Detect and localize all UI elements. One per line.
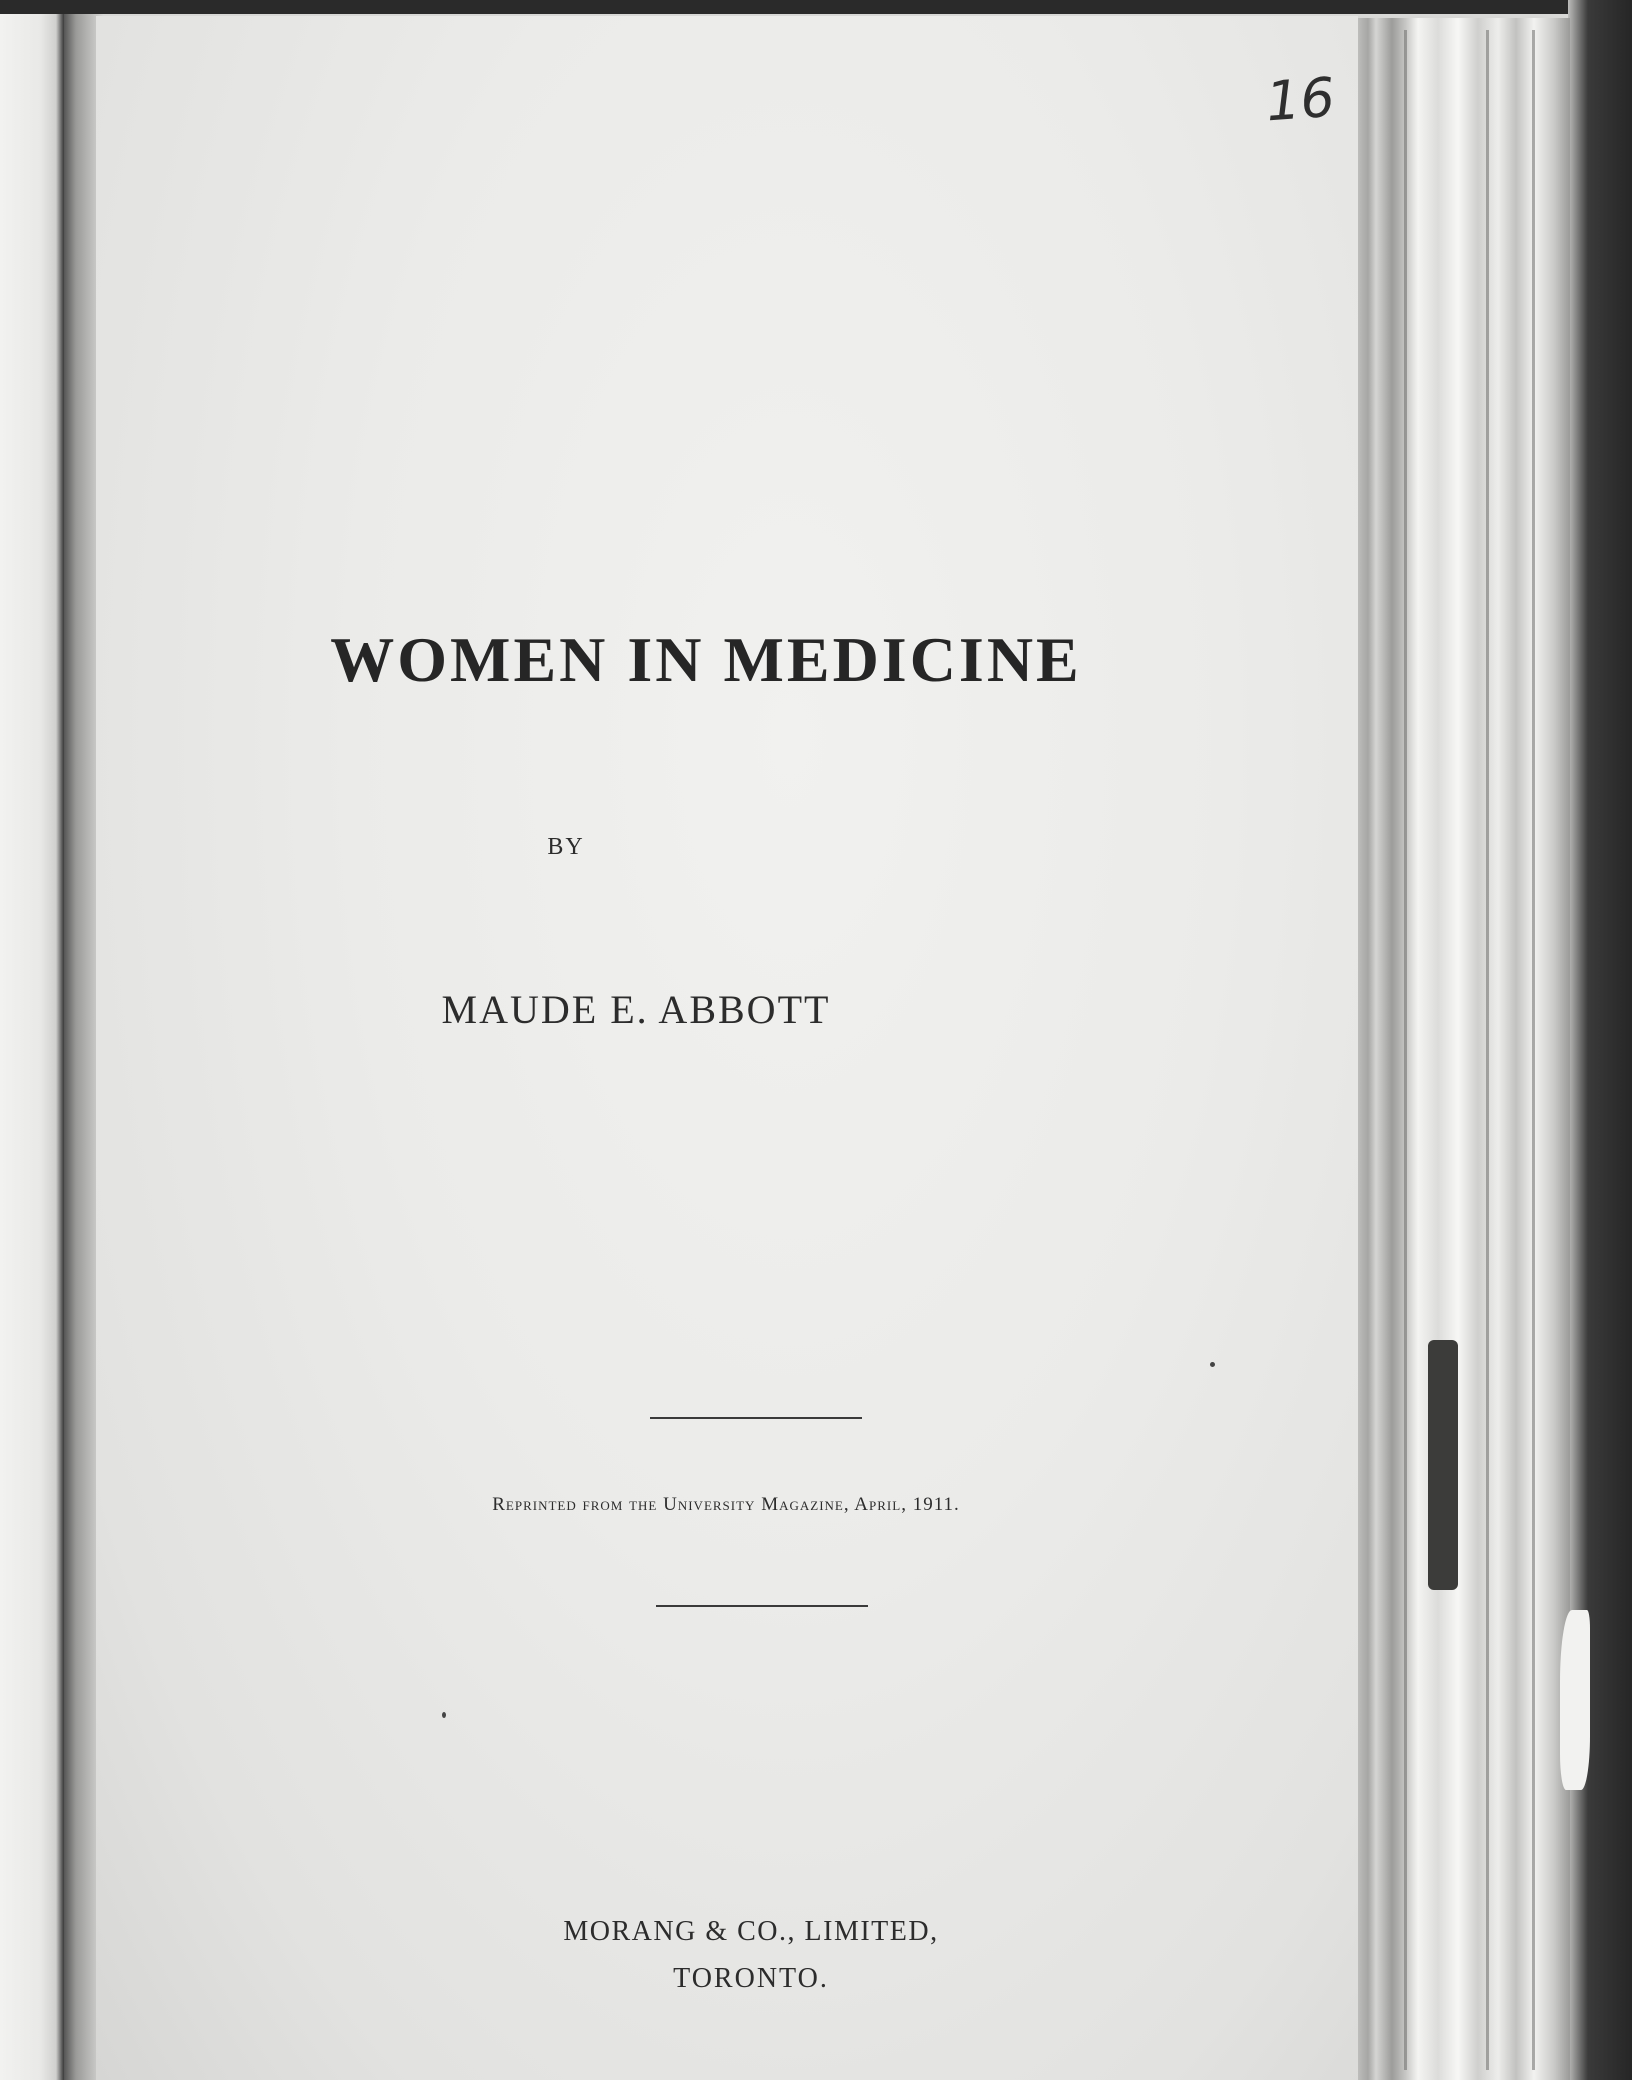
- inside-cover-margin: [0, 14, 64, 2080]
- book-title: WOMEN IN MEDICINE: [330, 624, 1082, 695]
- top-background: [0, 0, 1632, 14]
- ink-speck: [1210, 1362, 1215, 1367]
- page-tab: [1428, 1340, 1458, 1590]
- author-name: MAUDE E. ABBOTT: [441, 987, 831, 1032]
- page-edge-line: [1404, 30, 1407, 2070]
- ink-speck: [442, 1712, 446, 1718]
- by-line: BY: [547, 834, 585, 860]
- divider-rule-bottom: [656, 1605, 868, 1607]
- frayed-page-edge: [1560, 1610, 1590, 1790]
- handwritten-page-number: 16: [1263, 65, 1337, 134]
- page-edges: [1358, 18, 1570, 2080]
- publisher-city: TORONTO.: [673, 1963, 829, 1994]
- title-page: [96, 16, 1358, 2080]
- publisher-name: MORANG & CO., LIMITED,: [563, 1916, 939, 1947]
- reprint-note: Reprinted from the University Magazine, April, 1911.: [492, 1494, 960, 1515]
- page-edge-line: [1486, 30, 1489, 2070]
- page-edge-line: [1532, 30, 1535, 2070]
- divider-rule-top: [650, 1417, 862, 1419]
